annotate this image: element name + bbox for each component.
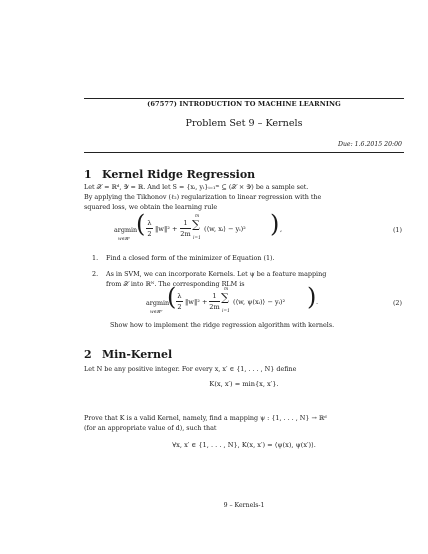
feature-map-equation: ∀x, x′ ∈ {1, . . . , N}, K(x, x′) = ⟨ψ(x), ψ(x′)⟩. (172, 441, 316, 449)
sum-upper: m (195, 214, 200, 219)
numerator: 1 (212, 292, 217, 300)
left-paren: ( (167, 283, 177, 311)
course-title: (67577) INTRODUCTION TO MACHINE LEARNING (147, 100, 341, 108)
inverse-m-fraction (180, 219, 191, 238)
left-paren: ( (136, 210, 146, 238)
section2-prove (84, 413, 404, 433)
lambda-fraction (176, 292, 183, 311)
section-title: Kernel Ridge Regression (102, 168, 256, 181)
section-number: 1 (84, 168, 92, 181)
due-date: Due: 1.6.2015 20:00 (337, 141, 402, 148)
equation-number: (2) (392, 299, 402, 307)
denominator: 2 (147, 230, 152, 238)
norm-term: ‖w‖² + (185, 298, 208, 306)
text-line: (for an appropriate value of d), such that (84, 424, 217, 432)
list-item (92, 253, 404, 263)
sum-lower: i=1 (222, 309, 230, 314)
list-item-text: As in SVM, we can incorporate Kernels. Let ψ be a feature mapping (106, 270, 327, 278)
list-item-number: 1. (92, 254, 99, 262)
denominator: 2m (180, 230, 191, 238)
denominator: 2m (209, 303, 220, 311)
list-item-continuation: from 𝒳 into ℝᴺ. The corresponding RLM is (106, 280, 245, 288)
argmin-subscript: w∈ℝᵈ (118, 236, 130, 241)
header-rule-bottom (84, 152, 404, 153)
list-item-number: 2. (92, 270, 99, 278)
sum-symbol: ∑ (192, 218, 200, 231)
argmin-operator: argmin (146, 299, 170, 307)
text-line: squared loss, we obtain the learning rule (84, 203, 218, 211)
sum-lower: i=1 (193, 236, 201, 241)
denominator: 2 (177, 303, 182, 311)
text-line: Let 𝒳 = ℝᵈ, 𝒴 = ℝ. And let S = {xᵢ, yᵢ}ᵢ₌₁ᵐ ⊆ (𝒳 × 𝒴) be a sample set. (84, 183, 309, 191)
right-paren: ) (270, 210, 280, 238)
show-instruction: Show how to implement the ridge regression algorithm with kernels. (110, 321, 335, 329)
section-number: 2 (84, 348, 92, 361)
kernel-definition: K(x, x′) = min{x, x′}. (209, 380, 279, 388)
problem-set-title: Problem Set 9 – Kernels (185, 118, 303, 129)
section-title: Min-Kernel (102, 348, 173, 361)
squared-error-term: (⟨w, ψ(xᵢ)⟩ − yᵢ)² (233, 298, 286, 306)
sum-symbol: ∑ (221, 291, 229, 304)
header-rule-top (84, 98, 404, 99)
norm-term: ‖w‖² + (155, 225, 178, 233)
section1-intro (84, 182, 404, 212)
inverse-m-fraction (209, 292, 220, 311)
equation-trail: , (280, 225, 283, 233)
text-line: By applying the Tikhonov (ℓ₂) regularization to linear regression with the (84, 193, 322, 201)
numerator: 1 (183, 219, 188, 227)
section-heading (84, 168, 255, 181)
numerator: λ (147, 219, 152, 227)
list-item-text: Find a closed form of the minimizer of Equation (1). (106, 254, 275, 262)
argmin-operator: argmin (114, 226, 138, 234)
squared-error-term: (⟨w, xᵢ⟩ − yᵢ)² (204, 225, 246, 233)
equation-number: (1) (392, 226, 402, 234)
section-heading (84, 348, 172, 361)
argmin-subscript: w∈ℝᴺ (150, 309, 163, 314)
numerator: λ (177, 292, 182, 300)
text-line: Prove that K is a valid Kernel, namely, find a mapping ψ : {1, . . . , N} → ℝᵈ (84, 414, 327, 422)
list-item (92, 269, 404, 289)
equation-trail: . (316, 298, 319, 306)
lambda-fraction (146, 219, 153, 238)
page-footer: 9 – Kernels-1 (223, 502, 265, 509)
right-paren: ) (307, 283, 317, 311)
section2-intro: Let N be any positive integer. For every x, x′ ∈ {1, . . . , N} define (84, 365, 297, 373)
sum-upper: m (224, 287, 229, 292)
